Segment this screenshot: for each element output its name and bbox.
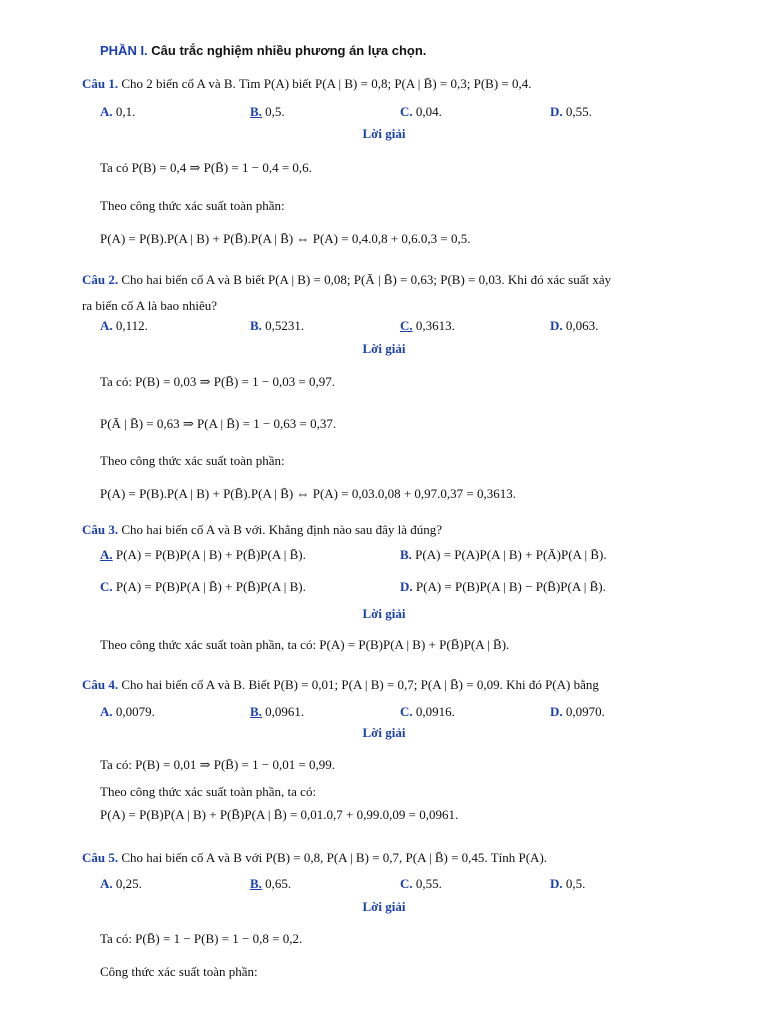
q3-option-d[interactable] (400, 578, 606, 596)
q5-solution-line-1: Ta có: P(B̄) = 1 − P(B) = 1 − 0,8 = 0,2. (100, 931, 303, 946)
q4-solution-line-2: Theo công thức xác suất toàn phần, ta có: (100, 784, 317, 799)
question-5 (82, 849, 547, 867)
option-letter-correct: B. (250, 704, 262, 719)
option-letter: A. (100, 876, 113, 891)
q4-option-c[interactable] (400, 703, 455, 721)
option-value: 0,1. (115, 104, 136, 119)
option-value: 0,55. (565, 104, 592, 119)
q4-option-a[interactable] (100, 703, 155, 721)
question-2-label: Câu 2. (82, 272, 119, 287)
option-value: 0,0079. (115, 704, 155, 719)
q1-option-c[interactable] (400, 103, 442, 121)
option-letter: B. (400, 547, 412, 562)
q2-option-d[interactable] (550, 317, 598, 335)
option-value: 0,65. (265, 876, 292, 891)
solution-heading-1: Lời giải (362, 126, 406, 141)
q2-option-b[interactable] (250, 317, 304, 335)
question-4-text: Cho hai biến cố A và B. Biết P(B) = 0,01; P(A | B) = 0,7; P(A | B̄) = 0,09. Khi đó P(A) bằng (121, 677, 599, 692)
q5-option-a[interactable] (100, 875, 142, 893)
question-1-text: Cho 2 biến cố A và B. Tìm P(A) biết P(A | B) = 0,8; P(A | B̄) = 0,3; P(B) = 0,4. (121, 76, 532, 91)
option-letter: B. (250, 318, 262, 333)
q2-solution-line-2: P(Ā | B̄) = 0,63 ⇒ P(A | B̄) = 1 − 0,63 = 0,37. (100, 416, 337, 431)
question-4 (82, 676, 599, 694)
option-letter: A. (100, 318, 113, 333)
option-letter: C. (400, 104, 413, 119)
q5-option-b[interactable] (250, 875, 291, 893)
question-1 (82, 75, 531, 93)
section-prefix: PHẦN I. (100, 43, 148, 58)
option-letter: D. (550, 104, 563, 119)
q3-option-c[interactable] (100, 578, 306, 596)
question-5-label: Câu 5. (82, 850, 119, 865)
question-3-label: Câu 3. (82, 522, 119, 537)
q3-option-a[interactable] (100, 546, 306, 564)
option-letter: A. (100, 704, 113, 719)
option-letter-correct: A. (100, 547, 113, 562)
q3-solution-line-1: Theo công thức xác suất toàn phần, ta có: P(A) = P(B)P(A | B) + P(B̄)P(A | B̄). (100, 637, 510, 652)
question-1-label: Câu 1. (82, 76, 119, 91)
option-value: 0,0961. (265, 704, 305, 719)
option-value: 0,55. (415, 876, 442, 891)
solution-heading-3: Lời giải (362, 606, 406, 621)
section-title: Câu trắc nghiệm nhiều phương án lựa chọn. (151, 43, 427, 58)
q1-solution-line-1: Ta có P(B) = 0,4 ⇒ P(B̄) = 1 − 0,4 = 0,6. (100, 160, 312, 175)
option-value: 0,0970. (565, 704, 605, 719)
q4-option-d[interactable] (550, 703, 605, 721)
option-letter: D. (400, 579, 413, 594)
question-3 (82, 521, 442, 539)
q5-option-c[interactable] (400, 875, 442, 893)
q2-option-a[interactable] (100, 317, 148, 335)
solution-heading-4: Lời giải (362, 725, 406, 740)
q5-option-d[interactable] (550, 875, 585, 893)
option-value: 0,063. (565, 318, 599, 333)
option-value: 0,5231. (265, 318, 305, 333)
q1-option-a[interactable] (100, 103, 135, 121)
option-value: 0,3613. (415, 318, 455, 333)
option-letter: D. (550, 876, 563, 891)
option-letter-correct: C. (400, 318, 413, 333)
q2-option-c[interactable] (400, 317, 455, 335)
option-letter: A. (100, 104, 113, 119)
option-letter: C. (100, 579, 113, 594)
option-value: P(A) = P(A)P(A | B) + P(Ā)P(A | B̄). (415, 547, 607, 562)
option-value: P(A) = P(B)P(A | B̄) + P(B̄)P(A | B). (115, 579, 306, 594)
question-2-text-cont: ra biến cố A là bao nhiêu? (82, 298, 218, 313)
q5-solution-line-2: Công thức xác suất toàn phần: (100, 964, 258, 979)
q3-option-b[interactable] (400, 546, 607, 564)
option-value: P(A) = P(B)P(A | B) + P(B̄)P(A | B̄). (115, 547, 306, 562)
q2-solution-line-4: P(A) = P(B).P(A | B) + P(B̄).P(A | B̄) ⇔ P(A) = 0,03.0,08 + 0,97.0,37 = 0,3613. (100, 486, 516, 501)
option-value: 0,0916. (415, 704, 455, 719)
option-letter-correct: B. (250, 876, 262, 891)
option-value: 0,112. (115, 318, 148, 333)
q1-solution-line-3: P(A) = P(B).P(A | B) + P(B̄).P(A | B̄) ⇔ P(A) = 0,4.0,8 + 0,6.0,3 = 0,5. (100, 231, 471, 246)
section-heading (100, 42, 426, 60)
option-value: 0,5. (265, 104, 285, 119)
solution-heading-2: Lời giải (362, 341, 406, 356)
q2-solution-line-1: Ta có: P(B) = 0,03 ⇒ P(B̄) = 1 − 0,03 = 0,97. (100, 374, 336, 389)
question-2 (82, 271, 611, 289)
option-value: 0,5. (565, 876, 586, 891)
question-2-text: Cho hai biến cố A và B biết P(A | B) = 0,08; P(Ā | B̄) = 0,63; P(B) = 0,03. Khi đó xác suất xảy (121, 272, 612, 287)
q1-option-d[interactable] (550, 103, 592, 121)
q1-solution-line-2: Theo công thức xác suất toàn phần: (100, 198, 285, 213)
question-3-text: Cho hai biến cố A và B với. Khẳng định nào sau đây là đúng? (121, 522, 443, 537)
q2-solution-line-3: Theo công thức xác suất toàn phần: (100, 453, 285, 468)
q4-solution-line-1: Ta có: P(B) = 0,01 ⇒ P(B̄) = 1 − 0,01 = 0,99. (100, 757, 336, 772)
question-4-label: Câu 4. (82, 677, 119, 692)
question-5-text: Cho hai biến cố A và B với P(B) = 0,8, P(A | B) = 0,7, P(A | B̄) = 0,45. Tính P(A). (121, 850, 548, 865)
option-value: 0,04. (415, 104, 442, 119)
option-value: 0,25. (115, 876, 142, 891)
q4-option-b[interactable] (250, 703, 304, 721)
q4-solution-line-3: P(A) = P(B)P(A | B) + P(B̄)P(A | B̄) = 0,01.0,7 + 0,99.0,09 = 0,0961. (100, 807, 459, 822)
option-value: P(A) = P(B)P(A | B) − P(B̄)P(A | B̄). (415, 579, 606, 594)
option-letter: C. (400, 876, 413, 891)
option-letter: C. (400, 704, 413, 719)
option-letter: D. (550, 318, 563, 333)
option-letter: D. (550, 704, 563, 719)
solution-heading-5: Lời giải (362, 899, 406, 914)
q1-option-b[interactable] (250, 103, 285, 121)
option-letter-correct: B. (250, 104, 262, 119)
